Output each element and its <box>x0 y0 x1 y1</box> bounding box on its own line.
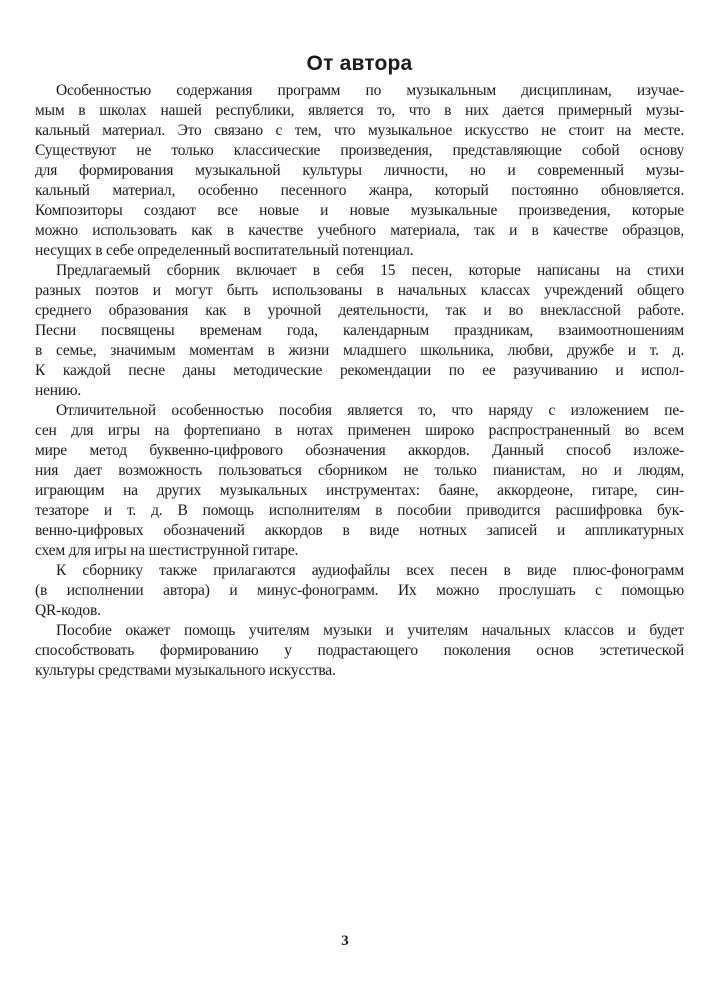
text-line: ния дает возможность пользоваться сборником не только пианистам, но и людям, <box>35 462 684 479</box>
paragraph <box>35 401 684 561</box>
text-line: QR-кодов. <box>35 602 101 619</box>
text-line: Композиторы создают все новые и новые музыкальные произведения, которые <box>35 202 684 219</box>
paragraph <box>35 261 684 401</box>
text-line: (в исполнении автора) и минус-фонограмм. Их можно прослушать с помощью <box>35 582 684 599</box>
text-line: Отличительной особенностью пособия является то, что наряду с изложением пе- <box>56 402 684 419</box>
page-title: От автора <box>306 52 413 76</box>
text-line: венно-цифровых обозначений аккордов в виде нотных записей и аппликатурных <box>35 522 684 539</box>
text-line: кальный материал. Это связано с тем, что музыкальное искусство не стоит на месте. <box>35 122 684 139</box>
text-line: среднего образования как в урочной деятельности, так и во внеклассной работе. <box>35 302 684 319</box>
text-line: Особенностью содержания программ по музыкальным дисциплинам, изучае- <box>56 82 684 99</box>
text-line: Существуют не только классические произведения, представляющие собой основу <box>35 142 684 159</box>
text-line: кальный материал, особенно песенного жанра, который постоянно обновляется. <box>35 182 684 199</box>
body-text <box>35 81 684 681</box>
text-line: схем для игры на шестиструнной гитаре. <box>35 542 299 559</box>
text-line: К сборнику также прилагаются аудиофайлы всех песен в виде плюс-фонограмм <box>56 562 684 579</box>
paragraph <box>35 621 684 681</box>
text-line: разных поэтов и могут быть использованы в начальных классах учреждений общего <box>35 282 684 299</box>
text-line: Песни посвящены временам года, календарным праздникам, взаимоотношениям <box>35 322 684 339</box>
text-line: К каждой песне даны методические рекомендации по ее разучиванию и испол- <box>35 362 684 379</box>
text-line: способствовать формированию у подрастающего поколения основ эстетической <box>35 642 684 659</box>
text-line: мире метод буквенно-цифрового обозначения аккордов. Данный способ изложе- <box>35 442 684 459</box>
text-line: мым в школах нашей республики, является то, что в них дается примерный музы- <box>35 102 684 119</box>
text-line: Предлагаемый сборник включает в себя 15 песен, которые написаны на стихи <box>56 262 684 279</box>
paragraph <box>35 81 684 261</box>
text-line: в семье, значимым моментам в жизни младшего школьника, любви, дружбе и т. д. <box>35 342 684 359</box>
text-line: тезаторе и т. д. В помощь исполнителям в пособии приводится расшифровка бук- <box>35 502 684 519</box>
paragraph <box>35 561 684 621</box>
text-line: для формирования музыкальной культуры личности, но и современный музы- <box>35 162 684 179</box>
text-line: несущих в себе определенный воспитательный потенциал. <box>35 242 414 259</box>
text-line: играющим на других музыкальных инструментах: баяне, аккордеоне, гитаре, син- <box>35 482 684 499</box>
text-line: можно использовать как в качестве учебного материала, так и в качестве образцов, <box>35 222 684 239</box>
page-number: 3 <box>341 933 349 949</box>
text-line: нению. <box>35 382 82 399</box>
text-line: Пособие окажет помощь учителям музыки и учителям начальных классов и будет <box>56 622 684 639</box>
text-line: сен для игры на фортепиано в нотах применен широко распространенный во всем <box>35 422 684 439</box>
text-line: культуры средствами музыкального искусства. <box>35 662 336 679</box>
